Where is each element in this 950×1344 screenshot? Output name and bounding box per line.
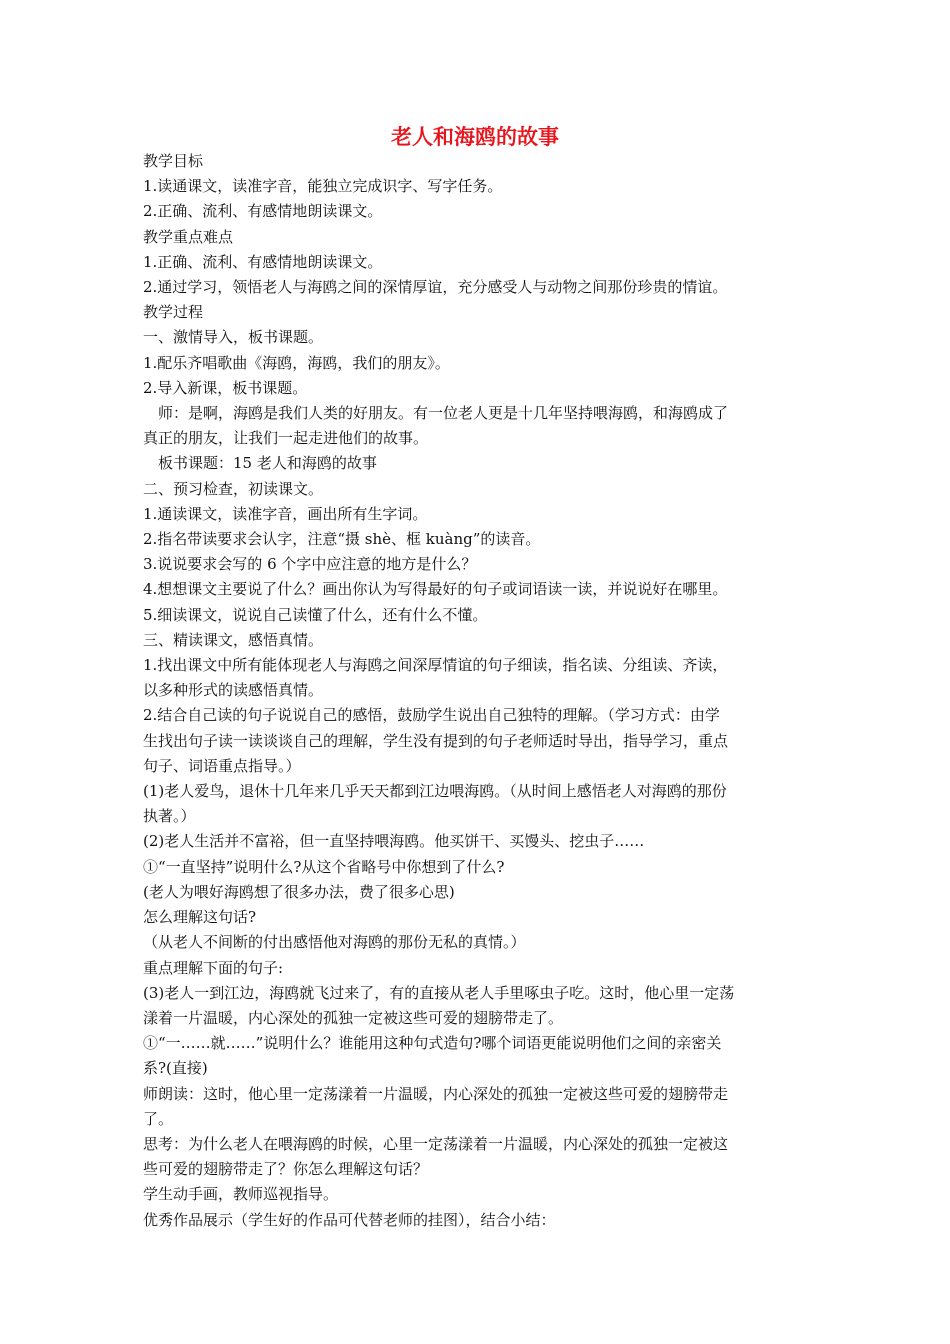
paragraph-line: 师朗读：这时，他心里一定荡漾着一片温暖，内心深处的孤独一定被这些可爱的翅膀带走 <box>143 1084 729 1103</box>
paragraph-line: ①“一……就……”说明什么？谁能用这种句式造句?哪个词语更能说明他们之间的亲密关 <box>143 1034 722 1053</box>
document-title: 老人和海鸥的故事 <box>391 125 559 149</box>
paragraph-line: 真正的朋友，让我们一起走进他们的故事。 <box>143 429 429 448</box>
paragraph-line: （从老人不间断的付出感悟他对海鸥的那份无私的真情。） <box>143 933 526 952</box>
paragraph-line: 2.导入新课，板书课题。 <box>143 378 308 397</box>
paragraph-line: 5.细读课文，说说自己读懂了什么，还有什么不懂。 <box>143 605 488 624</box>
paragraph-line: 2.结合自己读的句子说说自己的感悟，鼓励学生说出自己独特的理解。（学习方式：由学 <box>143 706 720 725</box>
paragraph-line: 2.指名带读要求会认字，注意“摄 shè、框 kuàng”的读音。 <box>143 530 541 549</box>
step-heading: 三、精读课文，感悟真情。 <box>143 630 324 649</box>
paragraph-line: 句子、词语重点指导。） <box>143 756 301 775</box>
paragraph-line: 生找出句子读一读谈谈自己的理解，学生没有提到的句子老师适时导出，指导学习，重点 <box>143 731 729 750</box>
section-heading: 教学过程 <box>143 303 204 322</box>
paragraph-line: (1)老人爱鸟，退休十几年来几乎天天都到江边喂海鸥。（从时间上感悟老人对海鸥的那份 <box>143 782 727 801</box>
paragraph-line: 1.通读课文，读准字音，画出所有生字词。 <box>143 504 428 523</box>
paragraph-line: 2.通过学习，领悟老人与海鸥之间的深情厚谊，充分感受人与动物之间那份珍贵的情谊。 <box>143 278 728 297</box>
paragraph-line: ①“一直坚持”说明什么?从这个省略号中你想到了什么? <box>143 857 505 876</box>
paragraph-line: 板书课题：15 老人和海鸥的故事 <box>158 454 377 473</box>
paragraph-line: (老人为喂好海鸥想了很多办法，费了很多心思) <box>143 882 455 901</box>
paragraph-line: 重点理解下面的句子: <box>143 958 284 977</box>
paragraph-line: 些可爱的翅膀带走了？你怎么理解这句话？ <box>143 1160 429 1179</box>
paragraph-line: 3.说说要求会写的 6 个字中应注意的地方是什么？ <box>143 555 477 574</box>
paragraph-line: 思考：为什么老人在喂海鸥的时候，心里一定荡漾着一片温暖，内心深处的孤独一定被这 <box>143 1134 729 1153</box>
paragraph-line: 了。 <box>143 1109 174 1128</box>
paragraph-line: (3)老人一到江边，海鸥就飞过来了，有的直接从老人手里啄虫子吃。这时，他心里一定荡 <box>143 983 735 1002</box>
paragraph-line: 4.想想课文主要说了什么？画出你认为写得最好的句子或词语读一读，并说说好在哪里。 <box>143 580 728 599</box>
step-heading: 一、激情导入，板书课题。 <box>143 328 324 347</box>
step-heading: 二、预习检查，初读课文。 <box>143 479 324 498</box>
paragraph-line: 2.正确、流利、有感情地朗读课文。 <box>143 202 383 221</box>
paragraph-line: 1.读通课文，读准字音，能独立完成识字、写字任务。 <box>143 177 503 196</box>
paragraph-line: 优秀作品展示（学生好的作品可代替老师的挂图），结合小结： <box>143 1210 556 1229</box>
paragraph-line: 1.配乐齐唱歌曲《海鸥，海鸥，我们的朋友》。 <box>143 353 450 372</box>
document-body <box>143 149 811 1233</box>
section-heading: 教学目标 <box>143 152 204 170</box>
paragraph-line: 系?(直接) <box>143 1059 208 1078</box>
paragraph-line: (2)老人生活并不富裕，但一直坚持喂海鸥。他买饼干、买馒头、挖虫子…… <box>143 832 645 851</box>
paragraph-line: 1.找出课文中所有能体现老人与海鸥之间深厚情谊的句子细读，指名读、分组读、齐读， <box>143 656 728 675</box>
section-heading: 教学重点难点 <box>143 227 234 246</box>
paragraph-line: 以多种形式的读感悟真情。 <box>143 681 324 700</box>
paragraph-line: 师：是啊，海鸥是我们人类的好朋友。有一位老人更是十几年坚持喂海鸥，和海鸥成了 <box>158 404 729 423</box>
paragraph-line: 学生动手画，教师巡视指导。 <box>143 1185 339 1204</box>
paragraph-line: 执著。） <box>143 807 196 826</box>
paragraph-line: 怎么理解这句话? <box>143 908 257 927</box>
paragraph-line: 漾着一片温暖，内心深处的孤独一定被这些可爱的翅膀带走了。 <box>143 1008 564 1027</box>
paragraph-line: 1.正确、流利、有感情地朗读课文。 <box>143 252 383 271</box>
